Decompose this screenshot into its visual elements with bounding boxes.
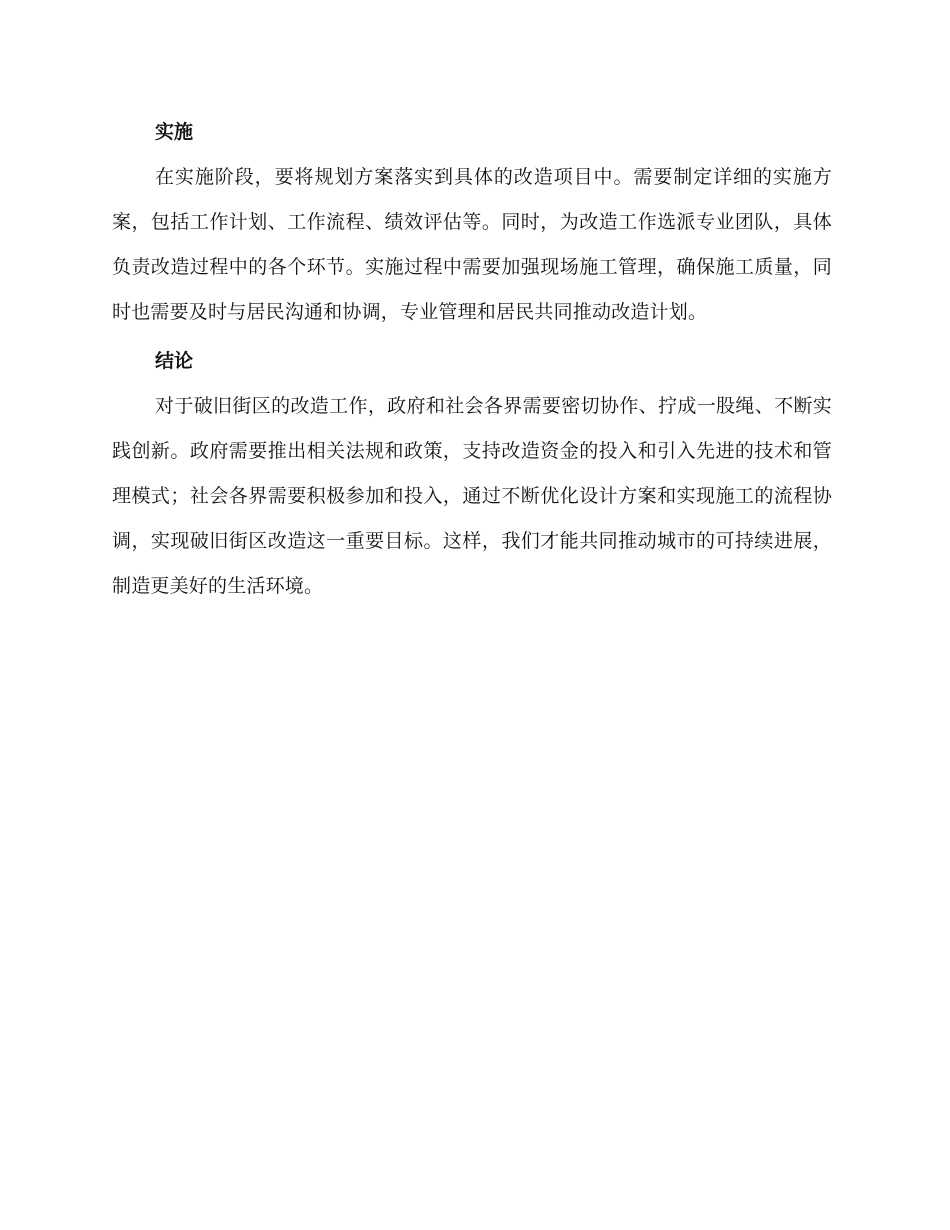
- section-heading-conclusion: 结论: [155, 350, 194, 372]
- document-body: [112, 110, 832, 613]
- section-paragraph-implementation: 在实施阶段，要将规划方案落实到具体的改造项目中。需要制定详细的实施方案，包括工作计划、工作流程、绩效评估等。同时，为改造工作选派专业团队，具体负责改造过程中的各个环节。实施过程中需要加强现场施工管理，确保施工质量，同时也需要及时与居民沟通和协调，专业管理和居民共同推动改造计划。: [112, 166, 832, 323]
- section-paragraph-conclusion: 对于破旧街区的改造工作，政府和社会各界需要密切协作、拧成一股绳、不断实践创新。政府需要推出相关法规和政策，支持改造资金的投入和引入先进的技术和管理模式；社会各界需要积极参加和投入，通过不断优化设计方案和实现施工的流程协调，实现破旧街区改造这一重要目标。这样，我们才能共同推动城市的可持续进展，制造更美好的生活环境。: [112, 395, 832, 597]
- section-heading-implementation: 实施: [155, 121, 194, 143]
